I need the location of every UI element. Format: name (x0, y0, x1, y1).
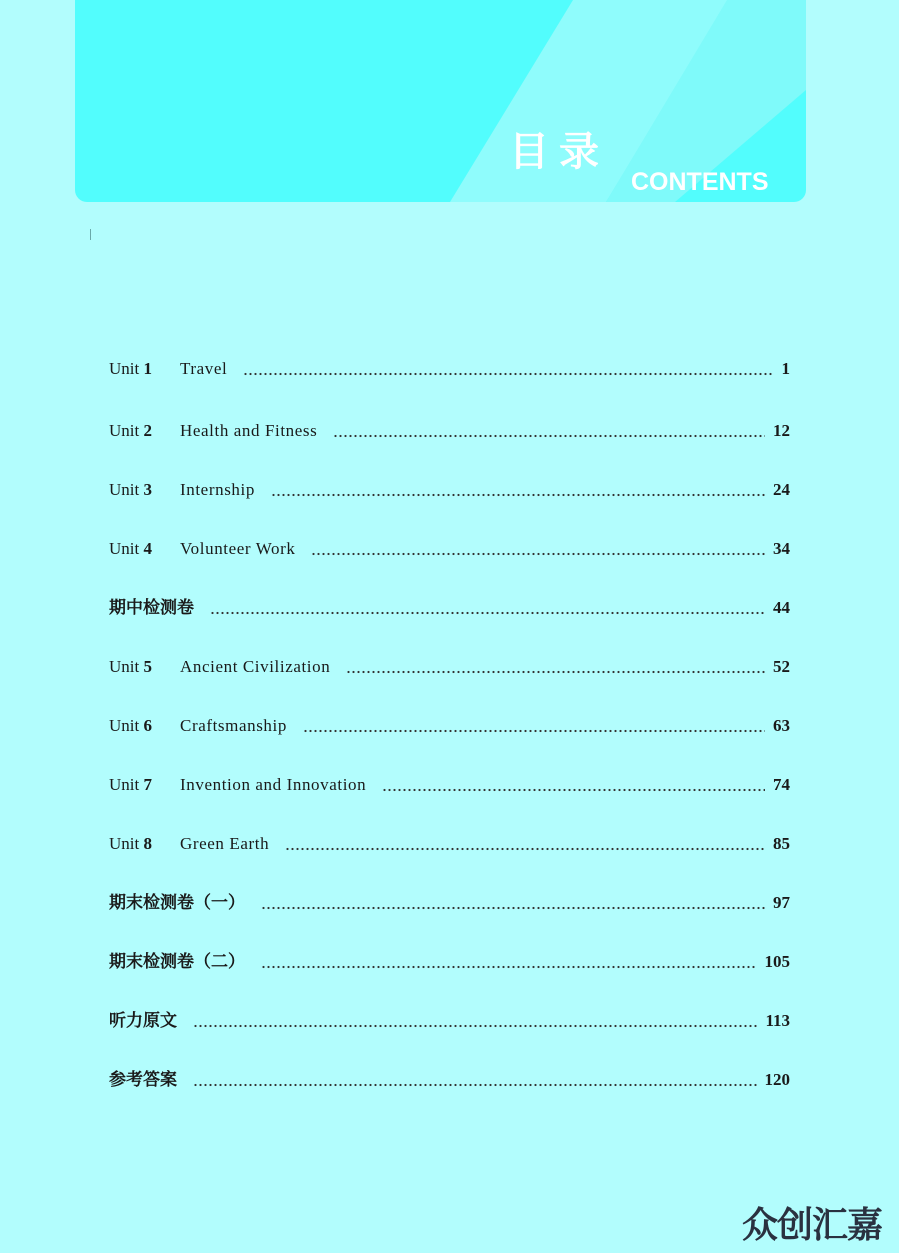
unit-title: Craftsmanship (180, 716, 287, 735)
unit-number: Unit 6 (109, 716, 152, 735)
dot-leader (311, 536, 765, 562)
page-number: 120 (764, 1070, 790, 1089)
unit-number: Unit 1 (109, 359, 152, 378)
section-title: 听力原文 (109, 1011, 177, 1031)
unit-number: Unit 4 (109, 539, 152, 558)
dot-leader (346, 654, 765, 680)
contents-title-chinese: 目录 (509, 129, 609, 175)
unit-title: Volunteer Work (180, 539, 296, 558)
unit-number: Unit 8 (109, 834, 152, 853)
dot-leader (210, 595, 765, 621)
dot-leader (243, 356, 773, 382)
unit-number: Unit 7 (109, 775, 152, 794)
page-number: 105 (764, 952, 790, 971)
page-number: 52 (773, 657, 790, 676)
toc-entry-midterm-test[interactable] (109, 595, 790, 654)
toc-entry-final-test-1[interactable] (109, 890, 790, 949)
table-of-contents (109, 356, 790, 1126)
contents-title-english: CONTENTS (631, 168, 769, 196)
toc-entry-unit-2[interactable] (109, 418, 790, 477)
page-number: 44 (773, 598, 790, 617)
unit-title: Travel (180, 359, 228, 378)
page-number: 34 (773, 539, 790, 558)
dot-leader (271, 477, 765, 503)
toc-entry-unit-8[interactable] (109, 831, 790, 890)
page-number: 63 (773, 716, 790, 735)
dot-leader (333, 418, 765, 444)
toc-entry-answer-key[interactable] (109, 1067, 790, 1126)
unit-title: Invention and Innovation (180, 775, 367, 794)
toc-entry-unit-4[interactable] (109, 536, 790, 595)
dot-leader (303, 713, 765, 739)
dot-leader (285, 831, 765, 857)
unit-title: Green Earth (180, 834, 270, 853)
section-title: 期末检测卷（一） (109, 893, 245, 913)
section-title: 期中检测卷 (109, 598, 194, 618)
unit-number: Unit 2 (109, 421, 152, 440)
page-number: 97 (773, 893, 790, 912)
page-number: 12 (773, 421, 790, 440)
section-title: 期末检测卷（二） (109, 952, 245, 972)
margin-mark (90, 229, 91, 240)
dot-leader (261, 949, 757, 975)
toc-entry-unit-7[interactable] (109, 772, 790, 831)
page-number: 113 (765, 1011, 790, 1030)
watermark-logo: 众创汇嘉 (742, 1205, 883, 1246)
toc-entry-listening-transcripts[interactable] (109, 1008, 790, 1067)
page-number: 24 (773, 480, 790, 499)
page-number: 1 (781, 359, 790, 378)
toc-entry-final-test-2[interactable] (109, 949, 790, 1008)
unit-title: Internship (180, 480, 255, 499)
dot-leader (193, 1008, 757, 1034)
toc-entry-unit-1[interactable] (109, 356, 790, 418)
unit-title: Ancient Civilization (180, 657, 331, 676)
toc-entry-unit-3[interactable] (109, 477, 790, 536)
unit-number: Unit 3 (109, 480, 152, 499)
section-title: 参考答案 (109, 1070, 177, 1090)
unit-title: Health and Fitness (180, 421, 318, 440)
dot-leader (193, 1067, 757, 1093)
header-banner (75, 0, 806, 202)
dot-leader (382, 772, 765, 798)
dot-leader (261, 890, 765, 916)
toc-entry-unit-6[interactable] (109, 713, 790, 772)
page-number: 74 (773, 775, 790, 794)
toc-entry-unit-5[interactable] (109, 654, 790, 713)
unit-number: Unit 5 (109, 657, 152, 676)
page-number: 85 (773, 834, 790, 853)
